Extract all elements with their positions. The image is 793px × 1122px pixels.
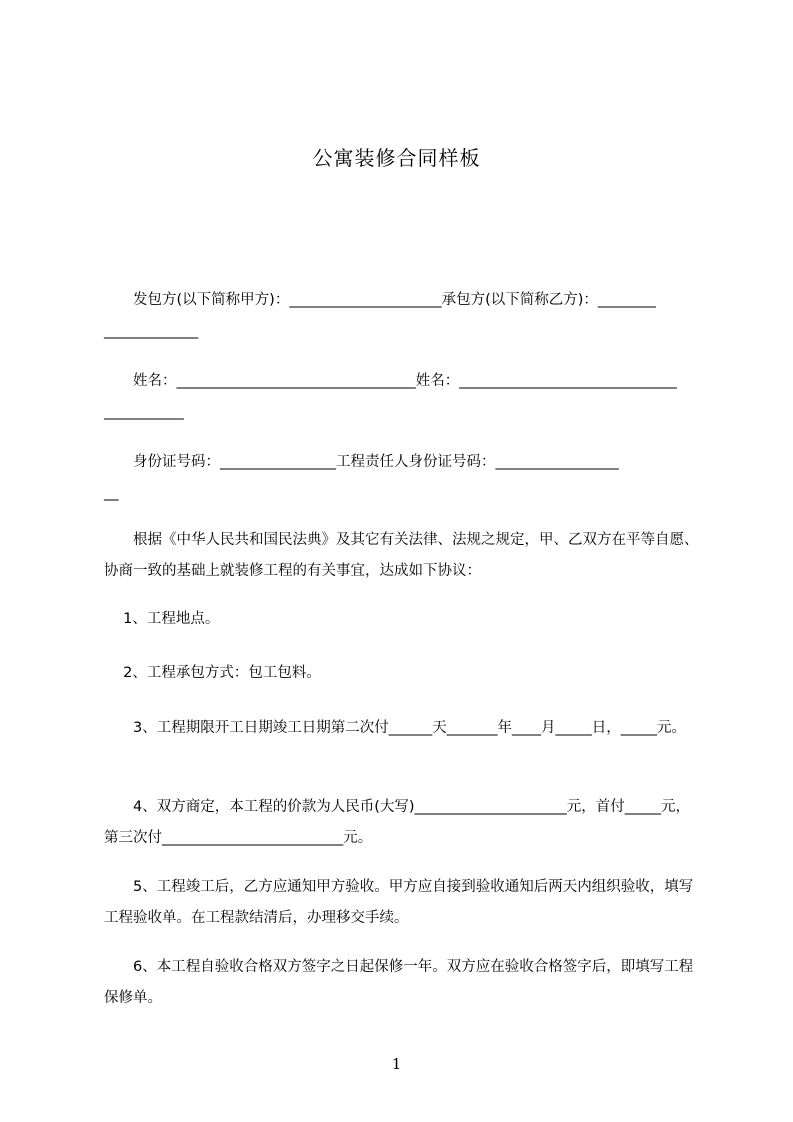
clause-4: 4、双方商定，本工程的价款为人民币(大写)_____________________元，首付_____元，第三次付_________________________元。 xyxy=(104,799,691,846)
clause-6: 6、本工程自验收合格双方签字之日起保修一年。双方应在验收合格签字后，即填写工程保修单。 xyxy=(104,959,694,1006)
clause-1: 1、工程地点。 xyxy=(104,611,220,627)
id-number-line: 身份证号码：________________工程责任人身份证号码：_________________ __ xyxy=(104,454,619,501)
preamble-paragraph: 根据《中华人民共和国民法典》及其它有关法律、法规之规定，甲、乙双方在平等自愿、协商一致的基础上就装修工程的有关事宜，达成如下协议： xyxy=(104,532,699,579)
clause-2: 2、工程承包方式：包工包料。 xyxy=(104,665,321,681)
name-line: 姓名：_________________________________姓名：______________________________ ___________ xyxy=(104,373,677,420)
page-number: 1 xyxy=(391,1055,402,1073)
clause-3: 3、工程期限开工日期竣工日期第二次付______天_______年____月_____日，_____元。 xyxy=(104,720,686,736)
clause-5: 5、工程竣工后，乙方应通知甲方验收。甲方应自接到验收通知后两天内组织验收，填写工程验收单。在工程款结清后，办理移交手续。 xyxy=(104,879,694,926)
document-title: 公寓装修合同样板 xyxy=(312,146,481,170)
party-a-b-line: 发包方(以下简称甲方)：_____________________承包方(以下简称乙方)：________ _____________ xyxy=(104,292,656,339)
